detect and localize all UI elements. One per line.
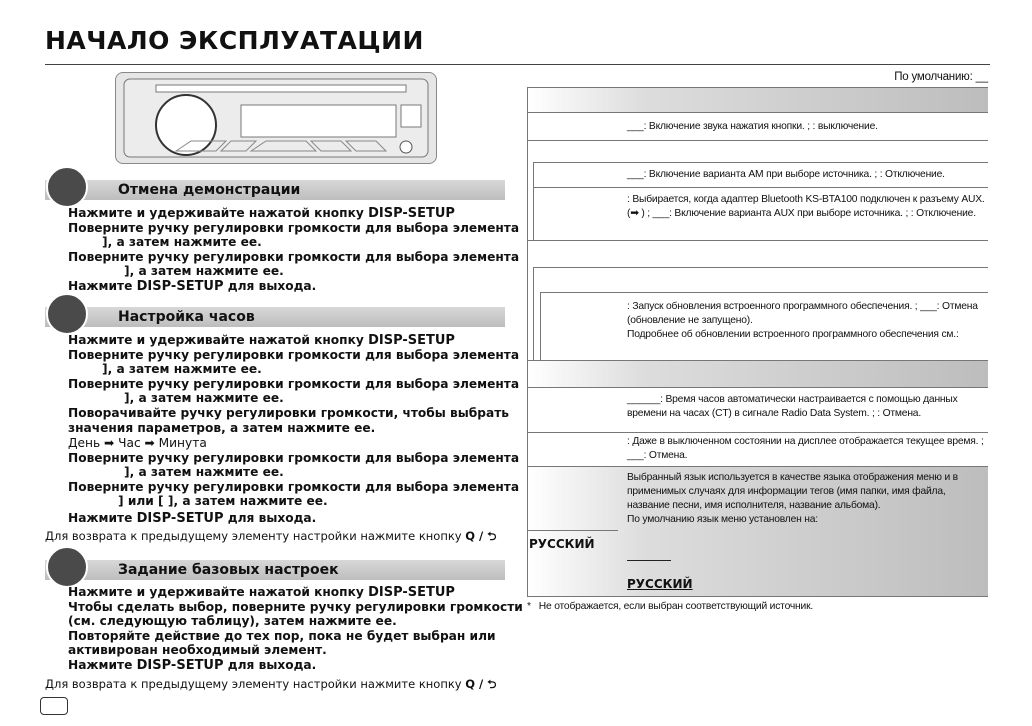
row-divider bbox=[527, 530, 618, 531]
step-line: значения параметров, а затем нажмите ее. bbox=[68, 421, 376, 435]
step-line: Нажмите и удерживайте нажатой кнопку DISP-SETUP bbox=[68, 206, 455, 221]
disp-setup-key: DISP-SETUP bbox=[368, 206, 455, 221]
am-description: ___: Включение варианта AM при выборе источника. ; : Отключение. bbox=[627, 169, 945, 180]
step-line: ], а затем нажмите ее. bbox=[124, 264, 284, 278]
step-line: День ➡ Час ➡ Минута bbox=[68, 436, 207, 450]
section-heading-demo: Отмена демонстрации bbox=[118, 182, 301, 198]
nested-border bbox=[540, 292, 541, 360]
firmware-cell bbox=[627, 300, 987, 342]
step-line: Поверните ручку регулировки громкости для выбора элемента bbox=[68, 377, 520, 391]
step-line: ], а затем нажмите ее. bbox=[124, 391, 284, 405]
clock-sync-description: ______: Время часов автоматически настраивается с помощью данных времени на часах (CT) в сигнале Radio Data System. ; : Отмена. bbox=[627, 394, 958, 419]
nested-border bbox=[533, 267, 534, 360]
row-divider bbox=[533, 267, 988, 268]
nested-border bbox=[533, 162, 534, 240]
section-header-bar bbox=[45, 307, 505, 327]
page-title: НАЧАЛО ЭКСПЛУАТАЦИИ bbox=[45, 26, 424, 55]
back-note: Для возврата к предыдущему элементу настройки нажмите кнопку Q / ⮌ bbox=[45, 677, 497, 691]
back-note: Для возврата к предыдущему элементу настройки нажмите кнопку Q / ⮌ bbox=[45, 529, 497, 543]
step-circle-icon bbox=[46, 166, 88, 208]
clock-display-cell bbox=[627, 435, 987, 463]
step-line: активирован необходимый элемент. bbox=[68, 643, 327, 657]
step-line: ] или [ ], а затем нажмите ее. bbox=[118, 494, 328, 508]
step-line: Чтобы сделать выбор, поверните ручку регулировки громкости bbox=[68, 600, 523, 614]
step-line: Поверните ручку регулировки громкости для выбора элемента bbox=[68, 348, 520, 362]
step-line: Поверните ручку регулировки громкости для выбора элемента bbox=[68, 221, 520, 235]
step-line: Поворачивайте ручку регулировки громкости, чтобы выбрать bbox=[68, 406, 509, 420]
row-divider bbox=[527, 112, 988, 113]
step-line: Повторяйте действие до тех пор, пока не будет выбран или bbox=[68, 629, 496, 643]
search-back-icon: Q / ⮌ bbox=[465, 677, 497, 691]
row-divider bbox=[527, 240, 988, 241]
step-line: Поверните ручку регулировки громкости для выбора элемента bbox=[68, 250, 520, 264]
step-line: Поверните ручку регулировки громкости для выбора элемента bbox=[68, 451, 520, 465]
table-footnote: * Не отображается, если выбран соответствующий источник. bbox=[527, 601, 814, 612]
beep-description: ___: Включение звука нажатия кнопки. ; : выключение. bbox=[627, 121, 878, 132]
step-line: Нажмите DISP-SETUP для выхода. bbox=[68, 279, 317, 294]
row-divider bbox=[527, 387, 988, 388]
aux-description: : Выбирается, когда адаптер Bluetooth KS-BTA100 подключен к разъему AUX. (➡ ) ; ___: Включение варианта AUX при выборе источника. ; : Отключение. bbox=[627, 194, 985, 219]
disp-setup-key: DISP-SETUP bbox=[368, 333, 455, 348]
search-back-icon: Q / ⮌ bbox=[465, 529, 497, 543]
disp-setup-key: DISP-SETUP bbox=[136, 658, 224, 673]
step-line: Нажмите DISP-SETUP для выхода. bbox=[68, 511, 317, 526]
disp-setup-key: DISP-SETUP bbox=[136, 511, 224, 526]
step-line: Нажмите и удерживайте нажатой кнопку DISP-SETUP bbox=[68, 585, 455, 600]
title-divider bbox=[45, 64, 990, 65]
firmware-description: : Запуск обновления встроенного программного обеспечения. ; ___: Отмена (обновление не запущено). bbox=[627, 301, 978, 326]
language-left-label: РУССКИЙ bbox=[529, 537, 595, 551]
step-line: Нажмите DISP-SETUP для выхода. bbox=[68, 658, 317, 673]
car-stereo-illustration bbox=[115, 72, 437, 164]
car-stereo-drawing-icon bbox=[116, 73, 436, 163]
step-line: ], а затем нажмите ее. bbox=[124, 465, 284, 479]
page-number-box bbox=[40, 697, 68, 715]
row-divider bbox=[527, 140, 988, 141]
default-legend: По умолчанию: __ bbox=[894, 71, 988, 83]
language-cell bbox=[627, 471, 987, 527]
disp-setup-key: DISP-SETUP bbox=[368, 585, 455, 600]
clock-header-row bbox=[528, 361, 988, 387]
clock-display-description: : Даже в выключенном состоянии на дисплее отображается текущее время. ; bbox=[627, 436, 984, 447]
row-divider bbox=[533, 162, 988, 163]
clock-display-cancel: ___: Отмена. bbox=[627, 450, 688, 461]
step-line: Поверните ручку регулировки громкости для выбора элемента bbox=[68, 480, 520, 494]
step-line: (см. следующую таблицу), затем нажмите ее. bbox=[68, 614, 397, 628]
language-description: Выбранный язык используется в качестве языка отображения меню и в применимых случаях для информации тегов (имя папки, имя файла, название песни, имя исполнителя, название альбома). bbox=[627, 472, 958, 511]
row-divider bbox=[540, 292, 988, 293]
section-heading-basic-settings: Задание базовых настроек bbox=[118, 562, 339, 578]
step-line: ], а затем нажмите ее. bbox=[102, 235, 262, 249]
step-circle-icon bbox=[46, 546, 88, 588]
step-circle-icon bbox=[46, 293, 88, 335]
firmware-more: Подробнее об обновлении встроенного программного обеспечения см.: bbox=[627, 329, 959, 340]
table-header-row bbox=[528, 88, 988, 112]
row-divider bbox=[527, 596, 988, 597]
language-default-value: РУССКИЙ bbox=[627, 577, 693, 591]
step-line: ], а затем нажмите ее. bbox=[102, 362, 262, 376]
section-heading-clock: Настройка часов bbox=[118, 309, 255, 325]
row-divider bbox=[533, 187, 988, 188]
row-divider bbox=[527, 432, 988, 433]
language-default-text: По умолчанию язык меню установлен на: bbox=[627, 514, 818, 525]
disp-setup-key: DISP-SETUP bbox=[136, 279, 224, 294]
step-line: Нажмите и удерживайте нажатой кнопку DISP-SETUP bbox=[68, 333, 455, 348]
underline-mark bbox=[627, 560, 671, 561]
